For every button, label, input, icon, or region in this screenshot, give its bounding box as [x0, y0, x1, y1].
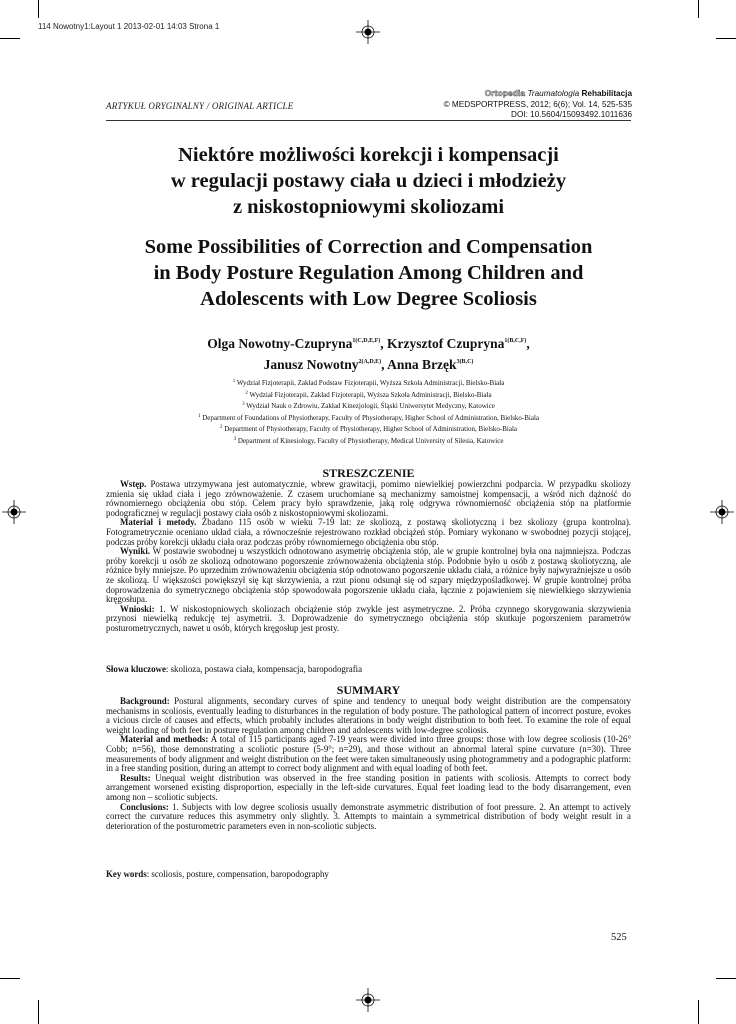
key-words: Key words: scoliosis, posture, compensation, baropodography	[106, 869, 329, 879]
journal-doi: DOI: 10.5604/15093492.1011636	[511, 110, 632, 120]
page-number: 525	[611, 932, 627, 943]
title-english	[106, 234, 631, 312]
journal-citation: © MEDSPORTPRESS, 2012; 6(6); Vol. 14, 525-535	[443, 99, 632, 109]
crop-mark	[0, 38, 20, 39]
print-slug: 114 Nowotny1:Layout 1 2013-02-01 14:03 Strona 1	[38, 22, 220, 31]
journal-name-ortopedia: Ortopedia	[484, 89, 526, 98]
streszczenie-heading: STRESZCZENIE	[322, 466, 415, 480]
summary-paragraph: Material and methods: A total of 115 participants aged 7-19 years were divided into three groups: those with low degree scoliosis (10-26° Cobb; n=56), those demonstrating a scoliotic posture (5-9°; n=29), and those without an abnormal lateral spine curvature (n=30). Three measurements of body alignment and weight distribution on the feet were taken simultaneously using photogrammetry and a podographic platform: in a free standing position, during an attempt to correct body alignment and with equal loading of both feet.	[106, 734, 632, 774]
crop-mark	[716, 38, 736, 39]
summary-body	[106, 697, 631, 831]
abstract-paragraph: Materiał i metody. Zbadano 115 osób w wieku 7-19 lat: ze skoliozą, z postawą skoliotyczną i bez skoliozy (grupa kontrolna). Fotogrametrycznie oceniano układ ciała, a równocześnie rejestrowano rozkład obciążeń stóp. Pomiary wykonano w swobodnej pozycji stojącej, podczas próby korekcji układu ciała oraz podczas próby równomiernego obciążenia obu stóp.	[106, 517, 632, 547]
affiliation: $^3$ Department of Kinesiology, Faculty of Physiotherapy, Medical University of Silesia, Katowice	[233, 436, 504, 445]
crop-mark	[38, 1000, 39, 1024]
title-line: Niektóre możliwości korekcji i kompensacji	[178, 144, 559, 166]
crop-mark	[0, 978, 20, 979]
crop-mark	[698, 0, 699, 18]
header-rule	[106, 120, 631, 121]
registration-mark-icon	[356, 20, 380, 44]
registration-mark-icon	[2, 500, 26, 524]
crop-mark	[698, 1000, 699, 1024]
registration-mark-icon	[356, 988, 380, 1012]
affiliation: $^1$ Wydział Fizjoterapii, Zakład Podstaw Fizjoterapii, Wyższa Szkoła Administracji, Bielsko-Biała	[232, 379, 505, 387]
journal-name-traumatologia: Traumatologia	[527, 89, 580, 98]
slowa-kluczowe: Słowa kluczowe: skolioza, postawa ciała, kompensacja, baropodografia	[106, 664, 363, 674]
summary-paragraph: Background: Postural alignments, secondary curves of spine and tendency to unequal body weight distribution are the compensatory mechanisms in scoliosis, eventually leading to disturbances in the regulation of body posture. The pathological pattern of incorrect posture, evokes a vicious circle of causes and effects, which probably includes alterations in body weight distribution to both feet. To examine the role of equal weight loading of both feet in posture regulation among children and adolescents with low-degree scoliosis.	[106, 696, 631, 735]
title-polish	[106, 142, 631, 220]
author-name: Anna Brzęk	[387, 357, 457, 372]
summary-heading: SUMMARY	[336, 683, 401, 697]
journal-header	[444, 89, 632, 121]
registration-mark-icon	[710, 500, 734, 524]
affiliation: $^2$ Wydział Fizjoterapii, Zakład Fizjoterapii, Wyższa Szkoła Administracji, Bielsko-Biała	[245, 390, 492, 399]
title-line: Some Possibilities of Correction and Compensation	[144, 236, 593, 258]
article-type: ARTYKUŁ ORYGINALNY / ORIGINAL ARTICLE	[106, 101, 294, 111]
journal-name-rehabilitacja: Rehabilitacja	[581, 89, 632, 98]
affiliation: $^2$ Department of Physiotherapy, Faculty of Physiotherapy, Higher School of Administration, Bielsko-Biala	[219, 425, 518, 433]
author-name: Olga Nowotny-Czupryna	[207, 336, 353, 351]
author-contribution: 2(A,D,E)	[358, 359, 382, 365]
author-name: Janusz Nowotny	[263, 357, 359, 372]
author-name: Krzysztof Czupryna	[387, 336, 505, 351]
author-contribution: 1(B,C,F)	[504, 338, 527, 344]
abstract-paragraph: Wstęp. Postawa utrzymywana jest automatycznie, wbrew grawitacji, pomimo niewielkiej powierzchni podparcia. W przypadku skoliozy zmienia się układ ciała i jego zrównoważenie. Z czasem uruchomiane są mechanizmy samoistnej kompensacji, a wśród nich dążność do równomiernego obciążenia obu stóp. Celem pracy było sprawdzenie, jaką rolę odgrywa równomierność obciążenia stóp na platformie podograficznej w regulacji postawy ciała osób z niskostopniowymi skoliozami.	[106, 479, 631, 518]
title-line: w regulacji postawy ciała u dzieci i młodzieży	[170, 170, 567, 192]
crop-mark	[38, 0, 39, 18]
crop-mark	[716, 978, 736, 979]
title-line: Adolescents with Low Degree Scoliosis	[200, 288, 537, 310]
affiliations	[106, 377, 631, 446]
abstract-paragraph: Wnioski: 1. W niskostopniowych skoliozach obciążenie stóp zwykle jest asymetryczne. 2. Próba czynnego skorygowania skrzywienia przynosi niewielką redukcję tej asymetrii. 3. Doprowadzenie do symetrycznego obciążenia stóp skutkuje pogorszeniem parametrów posturometrycznych, nawet u osób, których kręgosłup jest prosty.	[106, 603, 631, 633]
author-contribution: 3(B,C)	[456, 359, 474, 365]
abstract-paragraph: Wyniki. W postawie swobodnej u wszystkich odnotowano asymetrię obciążenia stóp, ale w grupie kontrolnej była ona najmniejsza. Podczas próby korekcji u osób ze skoliozą odnotowano pogorszenie zrównoważenia obciążenia stóp. Podobnie było u osób z postawą skoliotyczną, ale różnice były mniejsze. Po uprzednim zrównoważeniu obciążenia stóp odnotowano pogorszenie układu ciała, a różnice były najwyraźniejsze u osób ze skoliozą. U większości powiększył się kąt skrzywienia, a rzut pionu odsunął się od szpary międzypośladkowej. W grupie kontrolnej próba doprowadzenia do symetrycznego obciążenia stóp spowodowała pogorszenie układu ciała, łącznie z pojawieniem się niewielkiego skrzywienia kręgosłupa.	[106, 546, 631, 605]
summary-paragraph: Results: Unequal weight distribution was observed in the free standing position in patients with scoliosis. Attempts to correct body arrangement worsened existing disproportion, especially in the left-side curvatures. Equal feet loading lead to the body disarrangement, even among non – scoliotic subjects.	[106, 772, 631, 802]
affiliation: $^1$ Department of Foundations of Physiotherapy, Faculty of Physiotherapy, Higher School of Administration, Bielsko-Biala	[197, 413, 540, 422]
authors: Olga Nowotny-Czupryna$^{1(C,D,E,F)}$, Krzysztof Czupryna$^{1(B,C,F)}$, Janusz Nowotny$^{2(A,D,E)}$, Anna Brzęk$^{3(B,C)}$	[207, 336, 530, 372]
streszczenie-body	[106, 480, 631, 634]
affiliation: $^3$ Wydział Nauk o Zdrowiu, Zakład Kinezjologii, Śląski Uniwersytet Medyczny, Katowice	[242, 402, 495, 410]
title-line: z niskostopniowymi skoliozami	[232, 196, 505, 218]
author-contribution: 1(C,D,E,F)	[352, 338, 381, 344]
summary-paragraph: Conclusions: 1. Subjects with low degree scoliosis usually demonstrate asymmetric distribution of foot pressure. 2. An attempt to actively correct the curvature reduces this asymmetry only slightly. 3. Attempts to maintain a symmetrical distribution of body weight result in a deterioration of the posturometric parameters even in non-scoliotic subjects.	[106, 801, 631, 831]
title-line: in Body Posture Regulation Among Children and	[153, 262, 584, 284]
